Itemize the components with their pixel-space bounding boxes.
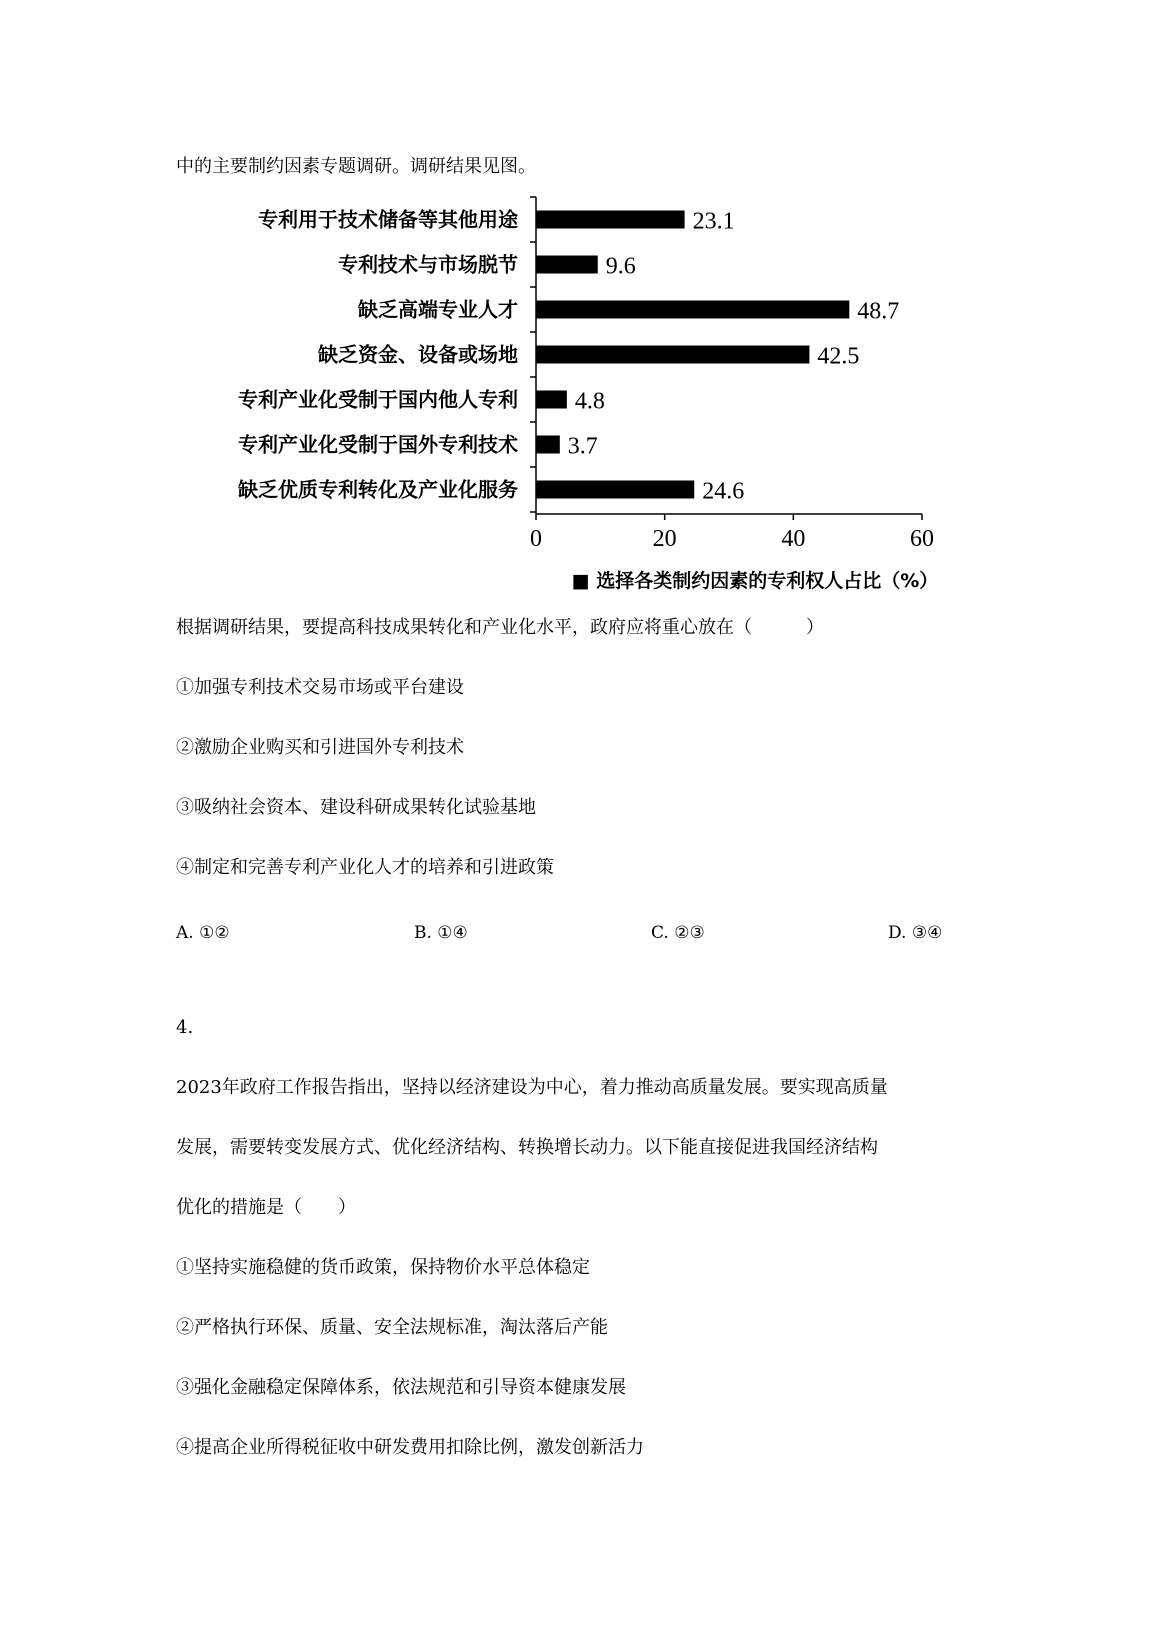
q3-choice-d[interactable]: D. ③④ [888, 923, 943, 943]
category-label: 专利产业化受制于国内他人专利 [238, 387, 518, 412]
x-tick-label: 0 [530, 526, 542, 552]
bar [536, 481, 694, 499]
q3-stem: 根据调研结果，要提高科技成果转化和产业化水平，政府应将重心放在（ ） [176, 617, 824, 638]
bar-chart [180, 195, 940, 615]
value-label: 42.5 [817, 343, 860, 370]
bar [536, 436, 560, 454]
q4-stem-line-2: 发展，需要转变发展方式、优化经济结构、转换增长动力。以下能直接促进我国经济结构 [176, 1137, 878, 1158]
q4-item-2: ②严格执行环保、质量、安全法规标准，淘汰落后产能 [176, 1317, 608, 1338]
bar [536, 256, 598, 274]
x-tick-label: 40 [781, 526, 806, 552]
value-label: 48.7 [857, 298, 900, 325]
q3-item-2: ②激励企业购买和引进国外专利技术 [176, 737, 464, 758]
q3-item-1: ①加强专利技术交易市场或平台建设 [176, 677, 464, 698]
category-label: 专利用于技术储备等其他用途 [258, 207, 518, 232]
bar [536, 211, 685, 229]
value-label: 23.1 [692, 208, 735, 235]
category-label: 缺乏高端专业人才 [358, 297, 518, 322]
value-label: 4.8 [574, 388, 605, 415]
q4-item-4: ④提高企业所得税征收中研发费用扣除比例，激发创新活力 [176, 1437, 644, 1458]
q3-item-3: ③吸纳社会资本、建设科研成果转化试验基地 [176, 797, 536, 818]
q4-item-1: ①坚持实施稳健的货币政策，保持物价水平总体稳定 [176, 1257, 590, 1278]
category-label: 缺乏资金、设备或场地 [318, 342, 518, 367]
category-label: 专利技术与市场脱节 [338, 252, 518, 277]
value-label: 9.6 [605, 253, 636, 280]
x-tick-label: 20 [652, 526, 677, 552]
q4-item-3: ③强化金融稳定保障体系，依法规范和引导资本健康发展 [176, 1377, 626, 1398]
q4-stem-line-3: 优化的措施是（ ） [176, 1197, 356, 1218]
chart-legend: ■ 选择各类制约因素的专利权人占比（%） [571, 570, 939, 592]
q3-choice-a[interactable]: A. ①② [176, 923, 230, 943]
bar [536, 301, 849, 319]
value-label: 24.6 [702, 478, 745, 505]
category-label: 缺乏优质专利转化及产业化服务 [238, 477, 518, 502]
value-label: 3.7 [567, 433, 598, 460]
intro-text: 中的主要制约因素专题调研。调研结果见图。 [176, 156, 536, 177]
category-label: 专利产业化受制于国外专利技术 [238, 432, 518, 457]
q3-item-4: ④制定和完善专利产业化人才的培养和引进政策 [176, 857, 554, 878]
q3-choice-c[interactable]: C. ②③ [651, 923, 705, 943]
x-tick-label: 60 [910, 526, 934, 552]
q3-choice-b[interactable]: B. ①④ [414, 923, 468, 943]
q4-stem-line-1: 2023年政府工作报告指出，坚持以经济建设为中心，着力推动高质量发展。要实现高质量 [176, 1077, 888, 1098]
bar [536, 391, 567, 409]
q4-number: 4. [176, 1017, 194, 1038]
bar [536, 346, 809, 364]
